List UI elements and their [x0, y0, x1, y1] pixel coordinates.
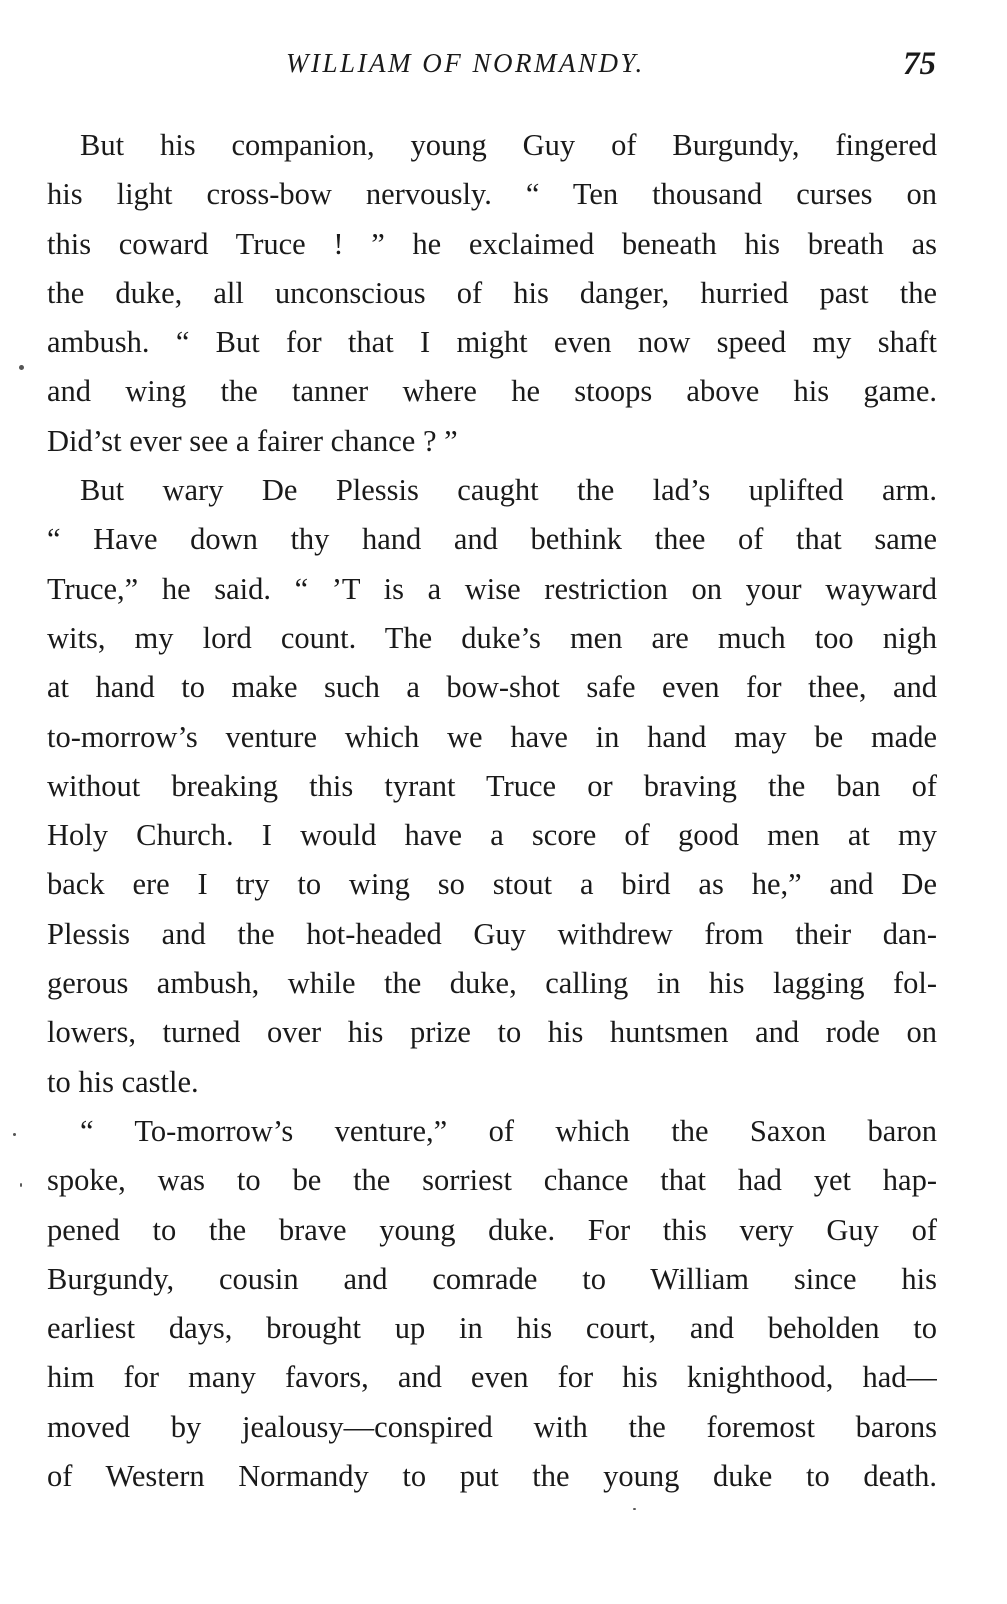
text-line: Truce,” he said. “ ’T is a wise restriction on your wayward	[47, 571, 937, 606]
scan-speck	[19, 365, 24, 370]
scan-speck	[13, 1133, 16, 1136]
text-line: him for many favors, and even for his knighthood, had—	[47, 1360, 937, 1395]
text-line: the duke, all unconscious of his danger, hurried past the	[47, 275, 937, 310]
text-line: ambush. “ But for that I might even now speed my shaft	[47, 325, 937, 360]
paragraph-2	[47, 466, 937, 1107]
text-line: without breaking this tyrant Truce or braving the ban of	[47, 768, 937, 803]
text-line: But wary De Plessis caught the lad’s uplifted arm.	[80, 473, 937, 508]
text-line: his light cross-bow nervously. “ Ten thousand curses on	[47, 177, 937, 212]
text-line: to-morrow’s venture which we have in hand may be made	[47, 719, 937, 754]
text-line: lowers, turned over his prize to his huntsmen and rode on	[47, 1015, 937, 1050]
paragraph-3	[47, 1107, 937, 1501]
text-line: at hand to make such a bow-shot safe even for thee, and	[47, 670, 937, 705]
text-line: earliest days, brought up in his court, and beholden to	[47, 1311, 937, 1346]
paragraph-1	[47, 121, 937, 466]
text-line: wits, my lord count. The duke’s men are much too nigh	[47, 620, 937, 655]
body-text	[47, 121, 937, 1501]
text-line: and wing the tanner where he stoops above his game.	[47, 374, 937, 409]
text-line: this coward Truce ! ” he exclaimed beneath his breath as	[47, 226, 937, 261]
scan-speck	[20, 1183, 22, 1187]
text-line: Holy Church. I would have a score of good men at my	[47, 818, 937, 853]
text-line: back ere I try to wing so stout a bird as he,” and De	[47, 867, 937, 902]
text-line: Did’st ever see a fairer chance ? ”	[47, 423, 458, 458]
text-line: “ Have down thy hand and bethink thee of that same	[47, 522, 937, 557]
scan-speck	[633, 1508, 636, 1510]
running-title: WILLIAM OF NORMANDY.	[286, 48, 645, 78]
page-number: 75	[903, 46, 936, 82]
text-line: to his castle.	[47, 1064, 199, 1099]
text-line: moved by jealousy—conspired with the foremost barons	[47, 1409, 937, 1444]
text-line: of Western Normandy to put the young duke to death.	[47, 1459, 937, 1494]
text-line: “ To-morrow’s venture,” of which the Saxon baron	[80, 1113, 937, 1148]
text-line: Burgundy, cousin and comrade to William since his	[47, 1261, 937, 1296]
text-line: spoke, was to be the sorriest chance that had yet hap-	[47, 1163, 937, 1198]
text-line: But his companion, young Guy of Burgundy, fingered	[80, 128, 937, 162]
text-line: pened to the brave young duke. For this very Guy of	[47, 1212, 937, 1247]
text-line: gerous ambush, while the duke, calling in his lagging fol-	[47, 966, 937, 1001]
text-line: Plessis and the hot-headed Guy withdrew from their dan-	[47, 916, 937, 951]
running-head	[0, 48, 1007, 88]
